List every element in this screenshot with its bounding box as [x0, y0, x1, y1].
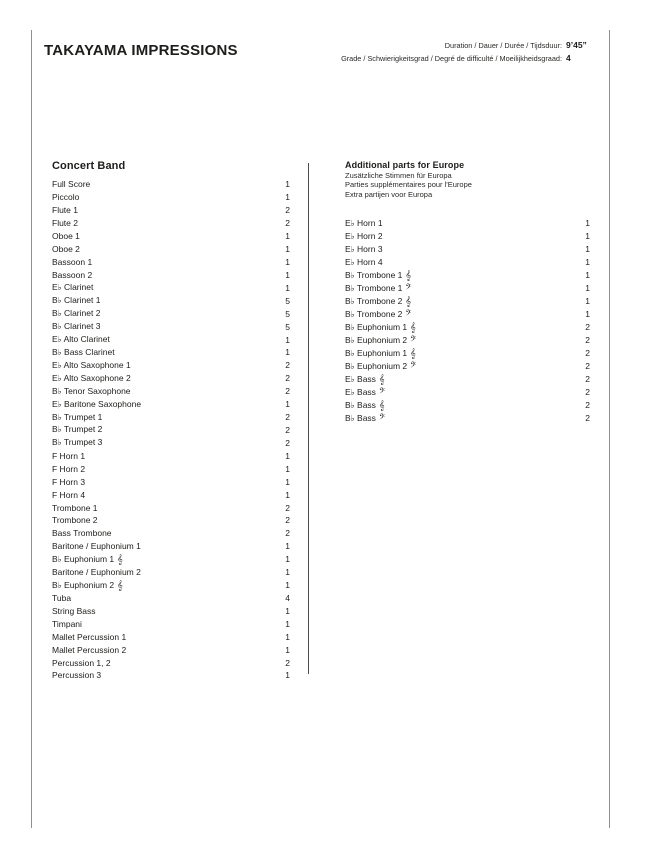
treble-clef-icon: 𝄞: [117, 580, 123, 592]
treble-clef-icon: 𝄞: [410, 322, 416, 334]
part-name: B♭ Trombone 2 𝄢: [345, 308, 412, 321]
part-name: Percussion 3: [52, 670, 102, 681]
part-quantity: 5: [285, 295, 290, 306]
part-row: [52, 268, 290, 281]
duration-label: Duration / Dauer / Durée / Tijdsduur:: [444, 41, 562, 50]
bass-clef-icon: 𝄢: [410, 335, 417, 347]
part-name: E♭ Bass 𝄞: [345, 373, 385, 386]
part-name: B♭ Clarinet 2: [52, 308, 101, 319]
part-row: [52, 643, 290, 656]
part-row: [52, 359, 290, 372]
part-row: [52, 527, 290, 540]
part-row: [52, 553, 290, 566]
part-quantity: 1: [285, 580, 290, 591]
part-row: [52, 604, 290, 617]
bass-clef-icon: 𝄢: [410, 361, 417, 373]
part-name: B♭ Euphonium 2 𝄢: [345, 360, 417, 373]
treble-clef-icon: 𝄞: [405, 296, 412, 308]
part-row: [52, 579, 290, 592]
part-row: [52, 501, 290, 514]
part-quantity: 2: [585, 348, 590, 359]
part-quantity: 2: [585, 374, 590, 385]
part-quantity: 2: [585, 322, 590, 333]
part-name: B♭ Bass Clarinet: [52, 346, 115, 357]
part-name: E♭ Horn 2: [345, 230, 383, 241]
part-quantity: 1: [585, 296, 590, 307]
duration-value: 9’45”: [566, 39, 587, 50]
part-name: B♭ Tenor Saxophone: [52, 385, 131, 396]
part-quantity: 2: [285, 437, 290, 448]
part-quantity: 5: [285, 308, 290, 319]
europe-parts-subheading: Zusätzliche Stimmen für Europa: [345, 171, 452, 180]
part-row: [52, 217, 290, 230]
part-row: [52, 656, 290, 669]
part-quantity: 1: [285, 347, 290, 358]
part-quantity: 1: [285, 256, 290, 267]
part-quantity: 4: [285, 592, 290, 603]
part-row: [345, 347, 590, 360]
part-row: [52, 462, 290, 475]
part-name: E♭ Horn 3: [345, 243, 383, 254]
part-row: [345, 243, 590, 256]
part-quantity: 1: [285, 231, 290, 242]
part-name: E♭ Alto Clarinet: [52, 334, 110, 345]
part-name: F Horn 4: [52, 489, 86, 500]
bass-clef-icon: 𝄢: [405, 283, 412, 295]
part-quantity: 1: [285, 631, 290, 642]
part-name: Full Score: [52, 179, 91, 190]
grade-row: [0, 53, 648, 64]
part-quantity: 2: [585, 413, 590, 424]
part-quantity: 5: [285, 321, 290, 332]
part-row: [52, 617, 290, 630]
part-name: Flute 2: [52, 218, 78, 229]
part-row: [52, 411, 290, 424]
part-row: [345, 360, 590, 373]
part-quantity: 1: [285, 334, 290, 345]
part-row: [52, 320, 290, 333]
part-name: Tuba: [52, 592, 72, 603]
part-quantity: 1: [285, 399, 290, 410]
part-row: [345, 321, 590, 334]
part-quantity: 1: [285, 476, 290, 487]
part-row: [52, 191, 290, 204]
part-name: Bassoon 2: [52, 269, 93, 280]
part-name: E♭ Clarinet: [52, 282, 94, 293]
part-quantity: 1: [285, 489, 290, 500]
part-row: [52, 307, 290, 320]
treble-clef-icon: 𝄞: [117, 554, 123, 566]
part-row: [52, 333, 290, 346]
part-quantity: 2: [585, 387, 590, 398]
part-name: Baritone / Euphonium 2: [52, 567, 141, 578]
part-row: [52, 178, 290, 191]
part-name: Trombone 2: [52, 515, 98, 526]
part-name: Oboe 2: [52, 244, 80, 255]
part-name: B♭ Euphonium 2 𝄢: [345, 334, 417, 347]
part-row: [52, 398, 290, 411]
part-name: E♭ Baritone Saxophone: [52, 398, 142, 409]
part-row: [345, 308, 590, 321]
part-quantity: 1: [585, 218, 590, 229]
part-quantity: 1: [285, 605, 290, 616]
part-name: B♭ Trumpet 3: [52, 437, 103, 448]
part-name: B♭ Trumpet 2: [52, 424, 103, 435]
part-name: String Bass: [52, 605, 96, 616]
part-name: Flute 1: [52, 205, 78, 216]
part-name: F Horn 2: [52, 463, 86, 474]
part-row: [52, 281, 290, 294]
part-row: [52, 385, 290, 398]
part-name: B♭ Clarinet 1: [52, 295, 101, 306]
part-quantity: 1: [285, 450, 290, 461]
part-quantity: 2: [285, 218, 290, 229]
part-row: [52, 204, 290, 217]
part-row: [52, 669, 290, 682]
concert-band-heading: Concert Band: [52, 160, 126, 172]
part-row: [52, 436, 290, 449]
concert-band-list: [52, 178, 290, 682]
part-row: [52, 475, 290, 488]
part-name: B♭ Trumpet 1: [52, 411, 103, 422]
part-row: [52, 566, 290, 579]
part-quantity: 1: [585, 270, 590, 281]
part-name: Trombone 1: [52, 502, 98, 513]
part-row: [52, 514, 290, 527]
part-row: [345, 230, 590, 243]
part-quantity: 1: [285, 192, 290, 203]
part-name: E♭ Alto Saxophone 2: [52, 372, 131, 383]
part-quantity: 1: [285, 179, 290, 190]
bass-clef-icon: 𝄢: [378, 387, 386, 399]
column-divider: [308, 163, 309, 674]
treble-clef-icon: 𝄞: [378, 374, 385, 386]
part-row: [52, 630, 290, 643]
part-row: [52, 346, 290, 359]
europe-parts-subheading: Extra partijen voor Europa: [345, 189, 433, 199]
part-quantity: 2: [585, 335, 590, 346]
part-row: [52, 230, 290, 243]
part-row: [52, 540, 290, 553]
part-row: [52, 256, 290, 269]
europe-parts-column: [345, 160, 590, 425]
duration-row: [0, 40, 648, 51]
part-name: B♭ Trombone 1 𝄢: [345, 282, 412, 295]
part-row: [345, 399, 590, 412]
part-quantity: 1: [285, 269, 290, 280]
part-row: [345, 295, 590, 308]
part-quantity: 2: [285, 528, 290, 539]
part-quantity: 1: [285, 554, 290, 565]
part-row: [52, 488, 290, 501]
part-quantity: 2: [285, 373, 290, 384]
part-row: [345, 373, 590, 386]
part-name: F Horn 3: [52, 476, 86, 487]
part-row: [345, 217, 590, 230]
part-quantity: 2: [285, 360, 290, 371]
part-name: B♭ Euphonium 2 𝄞: [52, 579, 123, 592]
part-name: Baritone / Euphonium 1: [52, 541, 141, 552]
page-edge-rule-left: [31, 30, 32, 828]
page-edge-rule-right: [609, 30, 610, 828]
part-row: [52, 243, 290, 256]
part-row: [345, 282, 590, 295]
treble-clef-icon: 𝄞: [405, 270, 412, 282]
part-row: [52, 424, 290, 437]
part-quantity: 2: [285, 386, 290, 397]
part-quantity: 1: [285, 670, 290, 681]
part-quantity: 1: [285, 541, 290, 552]
part-name: Bass Trombone: [52, 528, 112, 539]
part-quantity: 2: [285, 424, 290, 435]
part-name: B♭ Euphonium 1 𝄞: [345, 347, 416, 360]
part-quantity: 1: [585, 231, 590, 242]
part-quantity: 1: [285, 618, 290, 629]
europe-parts-list: [345, 217, 590, 425]
europe-parts-subheadings: [345, 171, 590, 199]
part-quantity: 1: [285, 282, 290, 293]
part-name: B♭ Bass 𝄞: [345, 399, 385, 412]
part-name: F Horn 1: [52, 450, 86, 461]
part-name: E♭ Alto Saxophone 1: [52, 359, 131, 370]
part-quantity: 2: [285, 205, 290, 216]
part-row: [345, 386, 590, 399]
part-row: [52, 592, 290, 605]
part-row: [52, 294, 290, 307]
europe-parts-subheading: Parties supplémentaires pour l'Europe: [345, 180, 472, 190]
part-quantity: 2: [285, 502, 290, 513]
part-quantity: 2: [585, 361, 590, 372]
part-name: E♭ Bass 𝄢: [345, 386, 386, 399]
part-name: Mallet Percussion 2: [52, 644, 127, 655]
part-quantity: 1: [585, 309, 590, 320]
part-row: [52, 372, 290, 385]
grade-label: Grade / Schwierigkeitsgrad / Degré de difficulté / Moeilijkheidsgraad:: [341, 54, 562, 63]
part-quantity: 1: [585, 257, 590, 268]
part-name: Percussion 1, 2: [52, 657, 111, 668]
bass-clef-icon: 𝄢: [405, 309, 412, 321]
part-name: E♭ Horn 1: [345, 217, 383, 228]
part-name: B♭ Bass 𝄢: [345, 412, 386, 425]
part-name: Bassoon 1: [52, 256, 93, 267]
part-row: [345, 334, 590, 347]
part-name: Timpani: [52, 618, 82, 629]
europe-parts-heading: Additional parts for Europe: [345, 160, 465, 170]
part-name: Piccolo: [52, 192, 80, 203]
concert-band-column: [52, 160, 290, 682]
grade-value: 4: [566, 52, 571, 63]
treble-clef-icon: 𝄞: [378, 400, 385, 412]
part-row: [345, 269, 590, 282]
part-quantity: 1: [285, 567, 290, 578]
part-quantity: 2: [285, 515, 290, 526]
part-name: B♭ Euphonium 1 𝄞: [345, 321, 416, 334]
part-quantity: 1: [585, 283, 590, 294]
part-name: B♭ Euphonium 1 𝄞: [52, 553, 123, 566]
part-name: E♭ Horn 4: [345, 256, 383, 267]
treble-clef-icon: 𝄞: [410, 348, 416, 360]
part-quantity: 1: [285, 463, 290, 474]
part-row: [345, 412, 590, 425]
part-quantity: 2: [585, 400, 590, 411]
part-name: Mallet Percussion 1: [52, 631, 127, 642]
bass-clef-icon: 𝄢: [378, 413, 386, 425]
part-quantity: 2: [285, 657, 290, 668]
part-name: Oboe 1: [52, 231, 80, 242]
part-row: [345, 256, 590, 269]
page-title: TAKAYAMA IMPRESSIONS: [44, 42, 238, 59]
part-quantity: 1: [285, 644, 290, 655]
part-quantity: 1: [285, 244, 290, 255]
part-row: [52, 449, 290, 462]
part-name: B♭ Clarinet 3: [52, 321, 101, 332]
part-name: B♭ Trombone 2 𝄞: [345, 295, 412, 308]
part-quantity: 1: [585, 244, 590, 255]
part-name: B♭ Trombone 1 𝄞: [345, 269, 412, 282]
part-quantity: 2: [285, 412, 290, 423]
